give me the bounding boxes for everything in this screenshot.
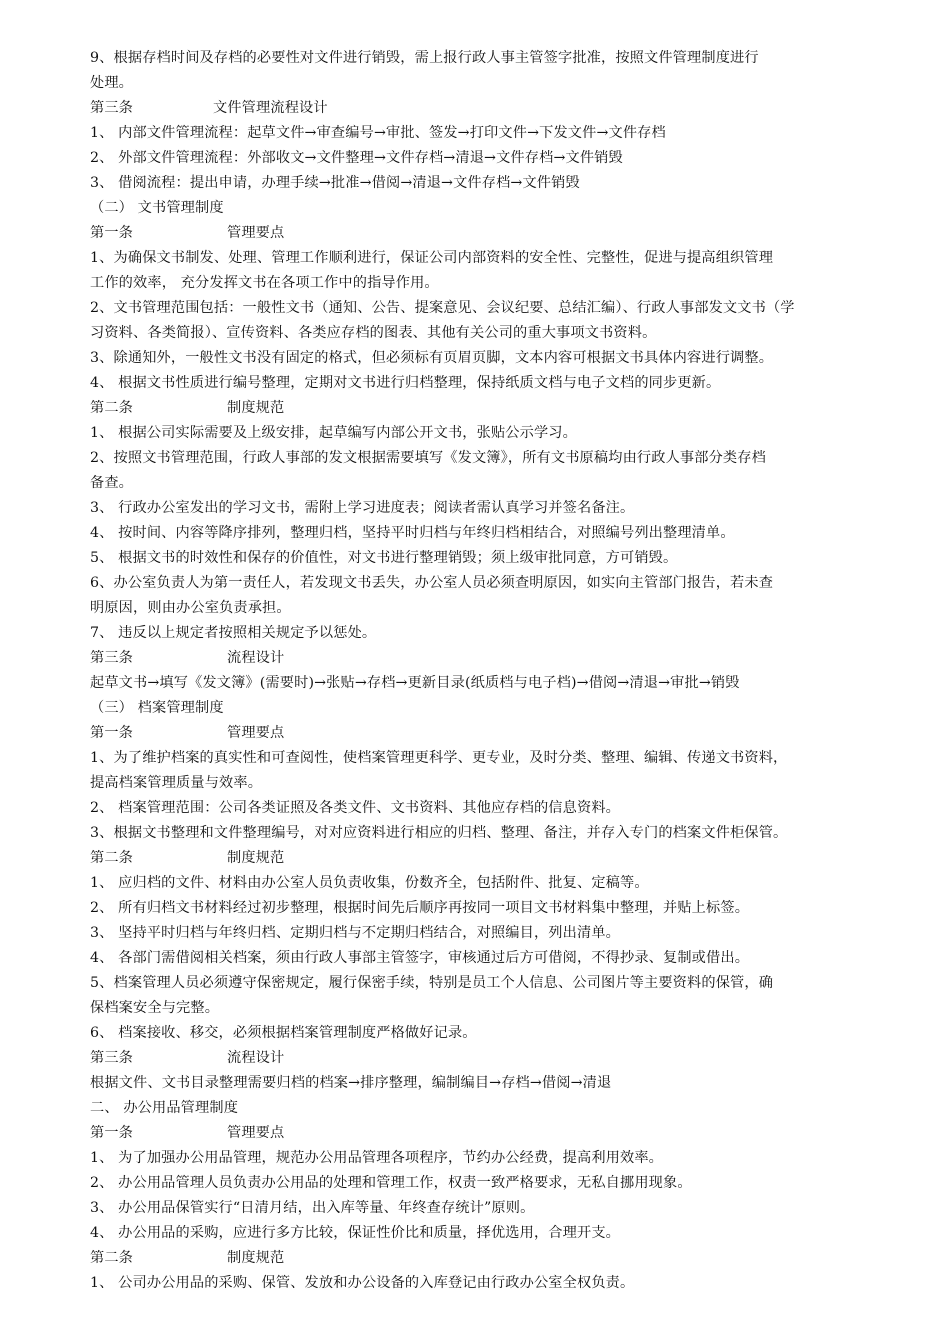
article-heading — [90, 1246, 870, 1271]
article-label: 第一条 — [90, 1125, 134, 1141]
text-line: 6、 档案接收、移交，必须根据档案管理制度严格做好记录。 — [90, 1025, 477, 1041]
article-heading — [90, 721, 870, 746]
text-line: 6、办公室负责人为第一责任人，若发现文书丢失，办公室人员必须查明原因，如实向主管部门报告，若未查 — [90, 575, 774, 591]
text-line: 3、 办公用品保管实行“日清月结，出入库等量、年终查存统计”原则。 — [90, 1200, 535, 1216]
text-line: 2、文书管理范围包括：一般性文书（通知、公告、提案意见、会议纪要、总结汇编）、行政人事部发文文书（学 — [90, 300, 795, 316]
text-line: 3、 借阅流程：提出申请，办理手续→批准→借阅→清退→文件存档→文件销毁 — [90, 175, 580, 191]
text-line: 2、 档案管理范围：公司各类证照及各类文件、文书资料、其他应存档的信息资料。 — [90, 800, 620, 816]
article-title: 制度规范 — [227, 1250, 285, 1266]
text-line: 1、 根据公司实际需要及上级安排，起草编写内部公开文书，张贴公示学习。 — [90, 425, 577, 441]
article-title: 流程设计 — [227, 650, 285, 666]
article-heading — [90, 646, 870, 671]
text-line: 3、 坚持平时归档与年终归档、定期归档与不定期归档结合，对照编目，列出清单。 — [90, 925, 620, 941]
article-heading — [90, 846, 870, 871]
text-line: 7、 违反以上规定者按照相关规定予以惩处。 — [90, 625, 377, 641]
text-line: 1、 应归档的文件、材料由办公室人员负责收集，份数齐全，包括附件、批复、定稿等。 — [90, 875, 649, 891]
article-label: 第一条 — [90, 225, 134, 241]
text-line: 4、 根据文书性质进行编号整理，定期对文书进行归档整理，保持纸质文档与电子文档的同步更新。 — [90, 375, 721, 391]
article-heading — [90, 221, 870, 246]
text-line: 3、 行政办公室发出的学习文书，需附上学习进度表；阅读者需认真学习并签名备注。 — [90, 500, 635, 516]
text-line: 3、根据文书整理和文件整理编号，对对应资料进行相应的归档、整理、备注，并存入专门的档案文件柜保管。 — [90, 825, 788, 841]
article-heading — [90, 396, 870, 421]
article-title: 制度规范 — [227, 850, 285, 866]
text-line: 4、 各部门需借阅相关档案，须由行政人事部主管签字，审核通过后方可借阅，不得抄录、复制或借出。 — [90, 950, 750, 966]
article-label: 第三条 — [90, 1050, 134, 1066]
text-line: 备查。 — [90, 475, 134, 491]
text-line: 5、档案管理人员必须遵守保密规定，履行保密手续，特别是员工个人信息、公司图片等主要资料的保管，确 — [90, 975, 774, 991]
text-line: 3、除通知外，一般性文书没有固定的格式，但必须标有页眉页脚，文本内容可根据文书具体内容进行调整。 — [90, 350, 774, 366]
article-title: 文件管理流程设计 — [213, 100, 328, 116]
text-line: 根据文件、文书目录整理需要归档的档案→排序整理，编制编目→存档→借阅→清退 — [90, 1075, 612, 1091]
article-label: 第二条 — [90, 400, 134, 416]
text-line: 习资料、各类简报）、宣传资料、各类应存档的图表、其他有关公司的重大事项文书资料。 — [90, 325, 657, 341]
text-line: （三） 档案管理制度 — [90, 700, 224, 716]
article-title: 流程设计 — [227, 1050, 285, 1066]
text-line: 2、 办公用品管理人员负责办公用品的处理和管理工作，权责一致严格要求，无私自挪用现象。 — [90, 1175, 692, 1191]
text-line: 2、按照文书管理范围，行政人事部的发文根据需要填写《发文簿》，所有文书原稿均由行政人事部分类存档 — [90, 450, 766, 466]
text-line: 处理。 — [90, 75, 134, 91]
text-line: 9、根据存档时间及存档的必要性对文件进行销毁，需上报行政人事主管签字批准，按照文件管理制度进行 — [90, 50, 759, 66]
article-heading — [90, 96, 870, 121]
article-heading — [90, 1121, 870, 1146]
text-line: 2、 所有归档文书材料经过初步整理，根据时间先后顺序再按同一项目文书材料集中整理，并贴上标签。 — [90, 900, 750, 916]
text-line: 2、 外部文件管理流程：外部收文→文件整理→文件存档→清退→文件存档→文件销毁 — [90, 150, 623, 166]
article-label: 第一条 — [90, 725, 134, 741]
text-line: 4、 按时间、内容等降序排列，整理归档，坚持平时归档与年终归档相结合，对照编号列出整理清单。 — [90, 525, 735, 541]
document-page — [90, 46, 870, 1296]
article-label: 第二条 — [90, 1250, 134, 1266]
text-line: 起草文书→填写《发文簿》(需要时)→张贴→存档→更新目录(纸质档与电子档)→借阅→清退→审批→销毁 — [90, 675, 740, 691]
text-line: 5、 根据文书的时效性和保存的价值性，对文书进行整理销毁；须上级审批同意，方可销毁。 — [90, 550, 678, 566]
text-line: （二） 文书管理制度 — [90, 200, 224, 216]
article-title: 制度规范 — [227, 400, 285, 416]
article-title: 管理要点 — [227, 225, 285, 241]
text-line: 1、 内部文件管理流程：起草文件→审查编号→审批、签发→打印文件→下发文件→文件存档 — [90, 125, 666, 141]
text-line: 二、 办公用品管理制度 — [90, 1100, 239, 1116]
article-heading — [90, 1046, 870, 1071]
article-title: 管理要点 — [227, 1125, 285, 1141]
text-line: 1、 公司办公用品的采购、保管、发放和办公设备的入库登记由行政办公室全权负责。 — [90, 1275, 635, 1291]
text-line: 提高档案管理质量与效率。 — [90, 775, 263, 791]
article-label: 第三条 — [90, 650, 134, 666]
article-label: 第三条 — [90, 100, 134, 116]
text-line: 工作的效率， 充分发挥文书在各项工作中的指导作用。 — [90, 275, 439, 291]
article-label: 第二条 — [90, 850, 134, 866]
text-line: 1、为确保文书制发、处理、管理工作顺利进行，保证公司内部资料的安全性、完整性，促进与提高组织管理 — [90, 250, 774, 266]
text-line: 明原因，则由办公室负责承担。 — [90, 600, 291, 616]
text-line: 4、 办公用品的采购，应进行多方比较，保证性价比和质量，择优选用，合理开支。 — [90, 1225, 620, 1241]
text-line: 保档案安全与完整。 — [90, 1000, 220, 1016]
text-line: 1、为了维护档案的真实性和可查阅性，使档案管理更科学、更专业，及时分类、整理、编辑、传递文书资料， — [90, 750, 788, 766]
article-title: 管理要点 — [227, 725, 285, 741]
text-line: 1、 为了加强办公用品管理，规范办公用品管理各项程序，节约办公经费，提高利用效率。 — [90, 1150, 664, 1166]
